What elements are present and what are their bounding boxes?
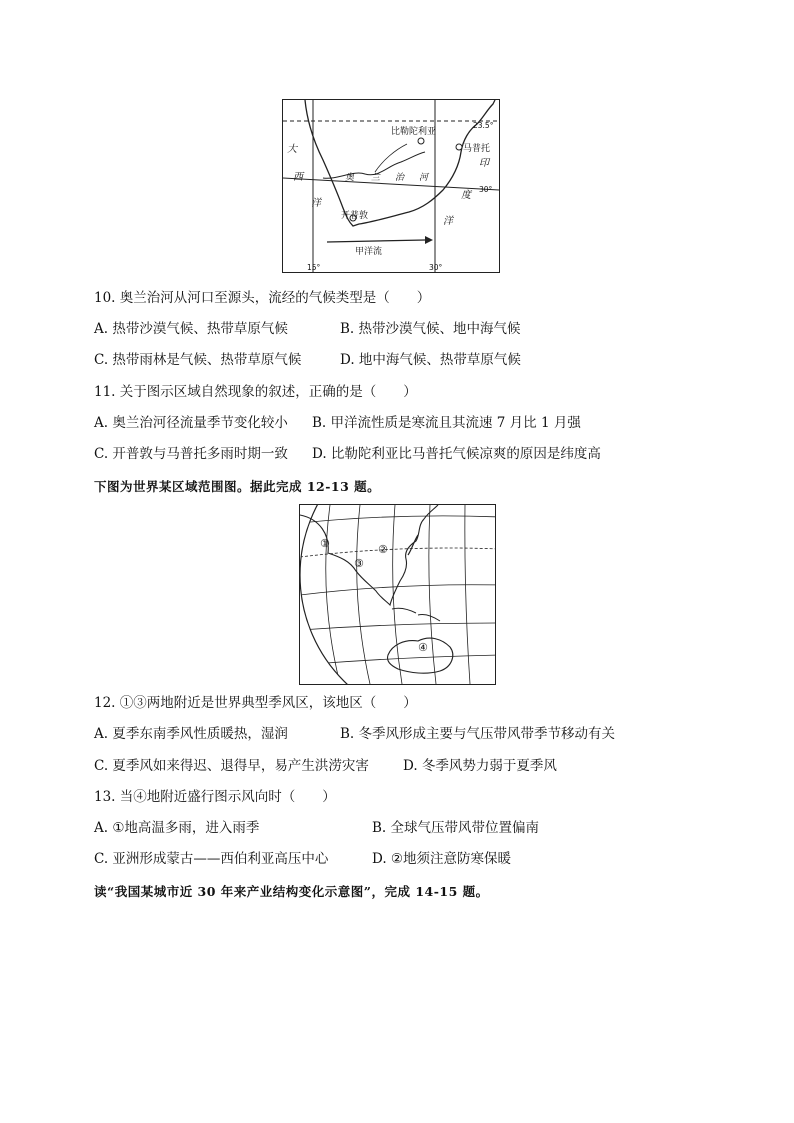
q10-stem: 10. 奥兰治河从河口至源头，流经的气候类型是（ ） (94, 290, 431, 306)
lon-line-1 (326, 505, 340, 684)
marker-4: ④ (418, 641, 428, 654)
pretoria-dot (418, 138, 424, 144)
q12-option-a: A. 夏季东南季风性质暖热，湿润 (94, 726, 288, 742)
q13-option-b: B. 全球气压带风带位置偏南 (372, 820, 540, 836)
q11-stem: 11. 关于图示区域自然现象的叙述，正确的是（ ） (94, 384, 417, 400)
q10-option-d: D. 地中海气候、热带草原气候 (340, 352, 521, 368)
q13-stem: 13. 当④地附近盛行图示风向时（ ） (94, 789, 336, 805)
q12-stem: 12. ①③两地附近是世界典型季风区，该地区（ ） (94, 695, 417, 711)
q10-option-c: C. 热带雨林是气候、热带草原气候 (94, 352, 302, 368)
current-label: 甲洋流 (355, 247, 383, 257)
intro-12-13: 下图为世界某区域范围图。据此完成 12-13 题。 (94, 479, 381, 494)
river-char-2: 兰 (371, 173, 381, 183)
q11-option-d: D. 比勒陀利亚比马普托气候凉爽的原因是纬度高 (312, 446, 601, 462)
lat-line-1 (300, 516, 495, 523)
lon-15-label: 15° (307, 263, 321, 272)
marker-3: ③ (354, 557, 364, 570)
globe-map-drawing (300, 505, 495, 684)
atlantic-char-3: 洋 (311, 198, 321, 209)
pretoria-label: 比勒陀利亚 (391, 127, 437, 137)
q11-option-c: C. 开普敦与马普托多雨时期一致 (94, 446, 288, 462)
southern-africa-map (282, 99, 500, 273)
asia-oceania-globe-map (299, 504, 496, 685)
river-char-4: 河 (419, 173, 429, 183)
atlantic-char-1: 大 (287, 144, 297, 155)
intro-14-15: 读“我国某城市近 30 年来产业结构变化示意图”，完成 14-15 题。 (94, 884, 489, 899)
marker-1: ① (320, 537, 330, 550)
q11-option-a: A. 奥兰治河径流量季节变化较小 (94, 415, 288, 431)
current-arrow (327, 240, 425, 242)
indian-char-1: 印 (479, 158, 489, 169)
q10-option-b: B. 热带沙漠气候、地中海气候 (340, 321, 521, 337)
lon-line-5 (465, 505, 470, 684)
lat-30-line (283, 178, 499, 190)
new-guinea (418, 614, 440, 621)
q13-option-d: D. ②地须注意防寒保暖 (372, 851, 512, 867)
q12-option-b: B. 冬季风形成主要与气压带风带季节移动有关 (340, 726, 616, 742)
marker-2: ② (378, 543, 388, 556)
q12-option-c: C. 夏季风如来得迟、退得早，易产生洪涝灾害 (94, 758, 369, 774)
current-arrowhead (425, 236, 433, 244)
lat-30-label: 30° (479, 185, 493, 194)
indian-char-3: 洋 (443, 216, 453, 227)
q13-option-a: A. ①地高温多雨，进入雨季 (94, 820, 260, 836)
river-tributary (375, 144, 407, 172)
indonesia-islands (392, 608, 416, 613)
japan-island (408, 535, 418, 555)
lon-30-label: 30° (429, 263, 443, 272)
river-char-3: 治 (395, 173, 405, 183)
southern-africa-map-drawing (283, 100, 499, 272)
maputo-dot (456, 144, 462, 150)
atlantic-char-2: 西 (293, 172, 303, 183)
coastline (305, 100, 495, 226)
q13-option-c: C. 亚洲形成蒙古——西伯利亚高压中心 (94, 851, 329, 867)
q12-option-d: D. 冬季风势力弱于夏季风 (403, 758, 557, 774)
q11-option-b: B. 甲洋流性质是寒流且其流速 7 月比 1 月强 (312, 415, 581, 431)
q10-option-a: A. 热带沙漠气候、热带草原气候 (94, 321, 288, 337)
lat-235-label: 23.5° (473, 121, 494, 130)
cape-town-label: 开普敦 (341, 211, 369, 221)
river-char-1: 奥 (345, 173, 355, 183)
maputo-label: 马普托 (463, 144, 491, 154)
indian-char-2: 度 (461, 190, 471, 201)
lon-line-2 (357, 505, 370, 684)
